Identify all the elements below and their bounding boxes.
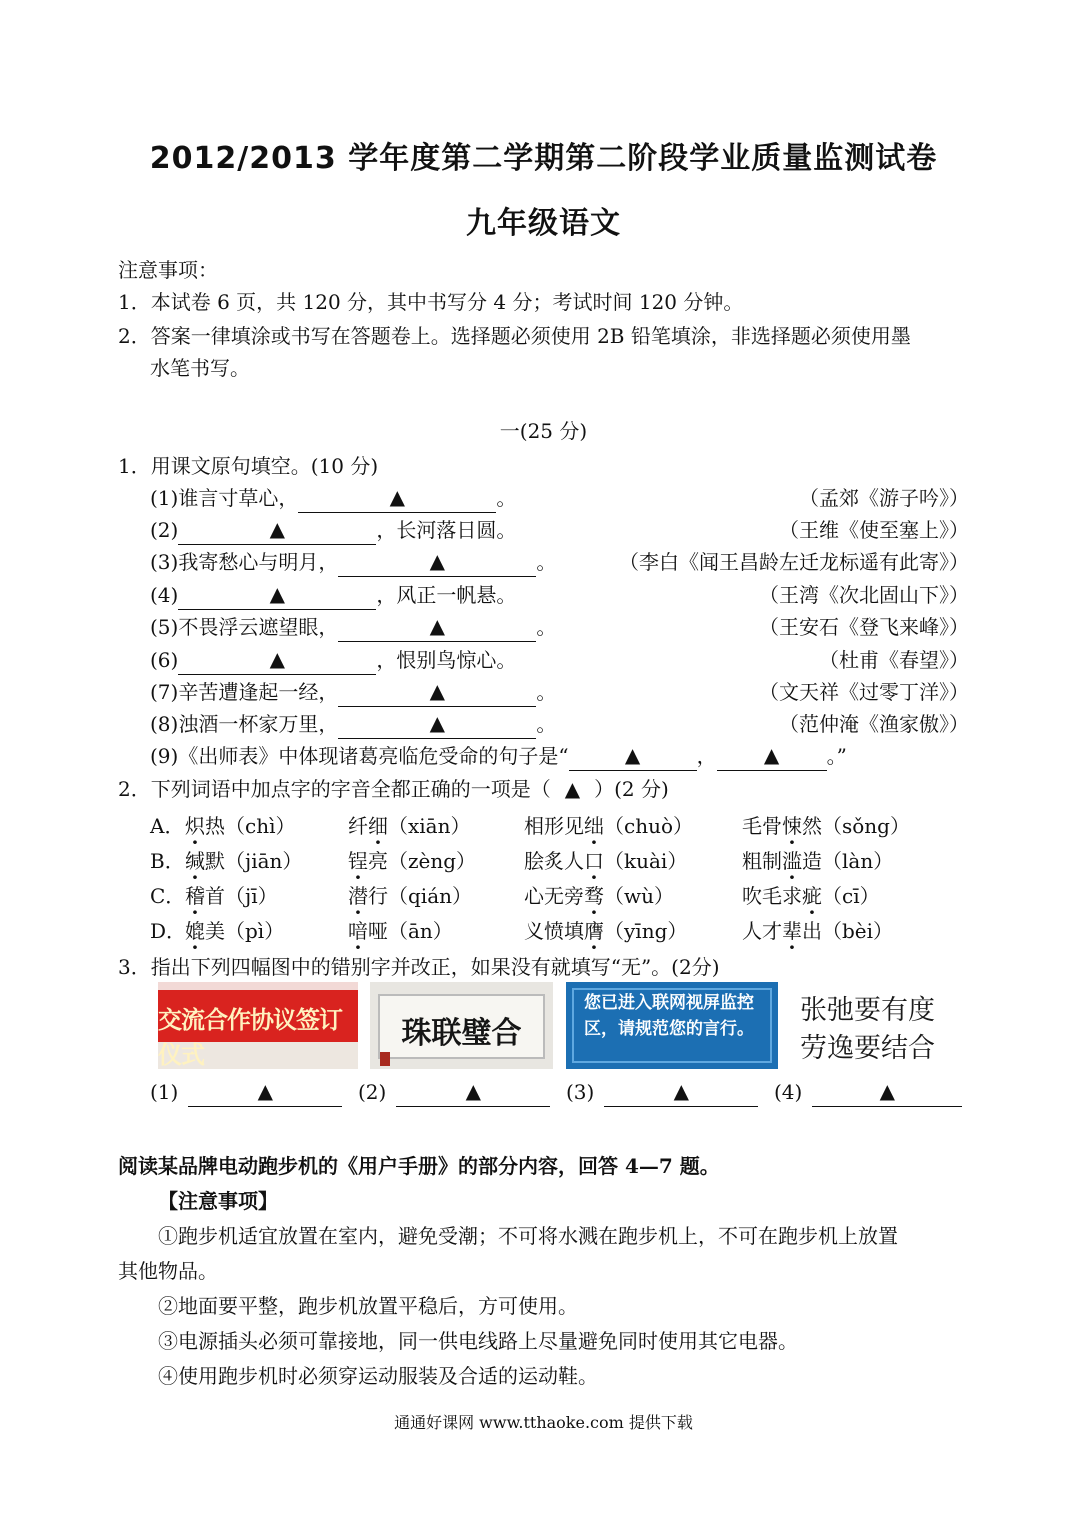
- word-dotted-char: 滥: [782, 849, 802, 873]
- word-pre: 义愤填: [524, 919, 584, 943]
- reading-item-1: ①跑步机适宜放置在室内，避免受潮；不可将水溅在跑步机上，不可在跑步机上放置: [158, 1224, 898, 1248]
- line-after: 。: [536, 712, 557, 736]
- word-post: （chuò）: [604, 814, 694, 838]
- q3-stem: 3．指出下列四幅图中的错别字并改正，如果没有就填写“无”。(2分): [118, 955, 720, 979]
- q3-answer-1: [150, 1080, 342, 1105]
- word-post: 造（làn）: [802, 849, 894, 873]
- q2-option-label[interactable]: C．: [150, 884, 186, 908]
- blank-marker: ▲: [673, 1079, 690, 1103]
- blank-marker: ▲: [465, 1079, 482, 1103]
- word-dotted-char: 绌: [584, 814, 604, 838]
- section-heading: 一(25 分): [499, 419, 588, 443]
- line-no: (4): [150, 583, 179, 607]
- line-after: ，恨别鸟惊心。: [376, 648, 517, 672]
- q3-answer-2: [358, 1080, 550, 1105]
- blank-marker: ▲: [389, 485, 406, 509]
- reading-item-4: ④使用跑步机时必须穿运动服装及合适的运动鞋。: [158, 1364, 598, 1388]
- line-after: 。: [536, 615, 557, 639]
- q2-stem-text: 2．下列词语中加点字的字音全都正确的一项是（: [118, 777, 551, 801]
- answer-blank[interactable]: [604, 1079, 758, 1107]
- image-text-4: [790, 982, 948, 1069]
- q2-option-label[interactable]: D．: [150, 919, 187, 943]
- notice-heading: 注意事项：: [118, 258, 218, 282]
- answer-no: (1): [150, 1080, 179, 1104]
- line-before: 我寄愁心与明月，: [178, 550, 339, 574]
- page-title: 2012/2013 学年度第二学期第二阶段学业质量监测试卷: [149, 141, 938, 176]
- answer-no: (2): [358, 1080, 387, 1104]
- line-text: 《出师表》中体现诸葛亮临危受命的句子是“: [178, 744, 569, 768]
- image-sign-3: [566, 982, 778, 1069]
- line-no: (6): [150, 648, 179, 672]
- word-dotted-char: 口: [584, 849, 604, 873]
- notice-item-2: 2．答案一律填涂或书写在答题卷上。选择题必须使用 2B 铅笔填涂，非选择题必须使用墨: [118, 324, 911, 348]
- q2-option-word: [348, 880, 472, 909]
- notice-item-1: 1．本试卷 6 页，共 120 分，其中书写分 4 分；考试时间 120 分钟。: [118, 290, 744, 314]
- q1-source-6: （杜甫《春望》）: [819, 648, 969, 672]
- q2-option-word: [524, 845, 687, 874]
- line-after: ，风正一帆悬。: [376, 583, 517, 607]
- word-pre: 相形见: [524, 814, 584, 838]
- blank-marker: ▲: [429, 711, 446, 735]
- line-after: 。: [536, 680, 557, 704]
- line-before: 辛苦遭逢起一经，: [178, 680, 339, 704]
- answer-blank[interactable]: [338, 549, 536, 577]
- line-after: ，长河落日圆。: [376, 518, 517, 542]
- word-dotted-char: 炽: [185, 814, 205, 838]
- word-pre: 毛骨: [742, 814, 782, 838]
- q2-option-word: [742, 810, 910, 839]
- answer-no: (3): [566, 1080, 595, 1104]
- blank-marker: ▲: [429, 614, 446, 638]
- word-pre: 纤: [348, 814, 368, 838]
- word-post: （kuài）: [604, 849, 688, 873]
- reading-heading: 【注意事项】: [158, 1189, 278, 1213]
- line-end: 。”: [826, 744, 847, 768]
- q1-source-5: （王安石《登飞来峰》）: [759, 615, 969, 639]
- line-no: (1): [150, 486, 179, 510]
- q2-option-word: [348, 810, 470, 839]
- line-no: (9): [150, 744, 179, 768]
- word-dotted-char: 膺: [584, 919, 604, 943]
- line-no: (3): [150, 550, 179, 574]
- word-pre: 粗制: [742, 849, 782, 873]
- q1-line-2: [150, 514, 516, 543]
- q3-answer-3: [566, 1080, 758, 1105]
- line-before: 不畏浮云遮望眼，: [178, 615, 339, 639]
- word-post: 出（bèi）: [802, 919, 894, 943]
- q2-option-word: [185, 845, 302, 874]
- word-pre: 人才: [742, 919, 782, 943]
- plaque-2-text: 珠联璧合: [401, 1016, 522, 1051]
- answer-blank[interactable]: [298, 485, 496, 513]
- q2-option-word: [742, 915, 893, 944]
- text-4-line-1: 张弛要有度: [800, 995, 935, 1026]
- text-4-line-2: 劳逸要结合: [800, 1033, 935, 1064]
- word-dotted-char: 细: [368, 814, 388, 838]
- q1-line-1: [150, 482, 516, 511]
- answer-blank[interactable]: [812, 1079, 962, 1107]
- reading-item-1-cont: 其他物品。: [118, 1259, 218, 1283]
- q1-source-8: （范仲淹《渔家傲》）: [779, 712, 969, 736]
- line-no: (7): [150, 680, 179, 704]
- q2-option-word: [524, 880, 674, 909]
- q2-option-word: [348, 915, 453, 944]
- answer-blank[interactable]: [338, 711, 536, 739]
- reading-item-3: ③电源插头必须可靠接地，同一供电线路上尽量避免同时使用其它电器。: [158, 1329, 798, 1353]
- word-post: （wù）: [604, 884, 674, 908]
- q1-source-7: （文天祥《过零丁洋》）: [759, 680, 969, 704]
- word-dotted-char: 喑: [348, 919, 368, 943]
- blank-marker: ▲: [763, 743, 780, 767]
- word-dotted-char: 媲: [185, 919, 205, 943]
- page-subtitle: 九年级语文: [466, 206, 621, 241]
- reading-item-2: ②地面要平整，跑步机放置平稳后，方可使用。: [158, 1294, 578, 1318]
- answer-blank[interactable]: [338, 679, 536, 707]
- word-post: 美（pì）: [205, 919, 285, 943]
- q1-line-8: [150, 708, 556, 737]
- answer-blank[interactable]: [178, 647, 376, 675]
- word-post: 然（sǒng）: [802, 814, 910, 838]
- notice-item-2-cont: 水笔书写。: [150, 356, 250, 380]
- blank-marker: ▲: [269, 517, 286, 541]
- blank-marker: ▲: [624, 743, 641, 767]
- q1-source-1: （孟郊《游子吟》）: [799, 486, 969, 510]
- banner-1-text: 交流合作协议签订仪式: [158, 1006, 342, 1069]
- q2-option-word: [185, 915, 284, 944]
- page-footer: 通通好课网 www.tthaoke.com 提供下载: [394, 1413, 693, 1432]
- blank-marker: ▲: [879, 1079, 896, 1103]
- line-after: 。: [496, 486, 517, 510]
- line-no: (8): [150, 712, 179, 736]
- q1-line-9: [150, 740, 847, 769]
- q2-option-label[interactable]: A．: [150, 814, 185, 838]
- line-before: 浊酒一杯家万里，: [178, 712, 339, 736]
- answer-blank[interactable]: [569, 743, 697, 771]
- q2-stem: [118, 773, 669, 802]
- word-pre: 脍炙人: [524, 849, 584, 873]
- word-post: 默（jiān）: [205, 849, 303, 873]
- word-dotted-char: 潜: [348, 884, 368, 908]
- q1-line-4: [150, 579, 516, 608]
- q2-marker: ▲: [564, 777, 581, 801]
- line-after: 。: [536, 550, 557, 574]
- answer-blank[interactable]: [338, 614, 536, 642]
- q1-source-2: （王维《使至塞上》）: [779, 518, 969, 542]
- word-pre: 心无旁: [524, 884, 584, 908]
- blank-marker: ▲: [269, 647, 286, 671]
- answer-no: (4): [774, 1080, 803, 1104]
- answer-blank[interactable]: [178, 582, 376, 610]
- word-pre: 吹毛求: [742, 884, 802, 908]
- q2-option-word: [742, 845, 893, 874]
- word-dotted-char: 稽: [185, 884, 205, 908]
- q2-option-word: [524, 915, 687, 944]
- q1-line-3: [150, 546, 556, 575]
- q2-option-label[interactable]: B．: [150, 849, 185, 873]
- image-banner-1: [158, 982, 358, 1069]
- word-post: （cī）: [822, 884, 880, 908]
- line-no: (2): [150, 518, 179, 542]
- word-dotted-char: 辈: [782, 919, 802, 943]
- answer-blank[interactable]: [396, 1079, 550, 1107]
- q1-line-6: [150, 644, 516, 673]
- blank-marker: ▲: [257, 1079, 274, 1103]
- word-dotted-char: 锃: [348, 849, 368, 873]
- q1-line-7: [150, 676, 556, 705]
- q1-line-5: [150, 611, 556, 640]
- answer-blank[interactable]: [717, 743, 827, 771]
- image-plaque-2: [370, 982, 553, 1069]
- word-post: 哑（ān）: [368, 919, 453, 943]
- q1-stem: 1．用课文原句填空。(10 分): [118, 454, 379, 478]
- q2-option-word: [185, 810, 295, 839]
- sign-3-text: 您已进入联网视屏监控区，请规范您的言行。: [584, 993, 754, 1039]
- word-post: 亮（zèng）: [368, 849, 477, 873]
- q1-source-3: （李白《闻王昌龄左迁龙标遥有此寄》）: [619, 550, 969, 574]
- blank-marker: ▲: [429, 679, 446, 703]
- q2-option-word: [185, 880, 278, 909]
- word-dotted-char: 缄: [185, 849, 205, 873]
- word-dotted-char: 悚: [782, 814, 802, 838]
- answer-blank[interactable]: [188, 1079, 342, 1107]
- word-dotted-char: 骛: [584, 884, 604, 908]
- line-mid: ，: [696, 744, 717, 768]
- word-post: 首（jī）: [205, 884, 278, 908]
- answer-blank[interactable]: [178, 517, 376, 545]
- word-post: （yīng）: [604, 919, 688, 943]
- q2-stem-end: ）(2 分): [594, 777, 669, 801]
- line-no: (5): [150, 615, 179, 639]
- q3-answer-4: [774, 1080, 962, 1105]
- word-post: 行（qián）: [368, 884, 473, 908]
- blank-marker: ▲: [429, 549, 446, 573]
- word-post: （xiān）: [388, 814, 471, 838]
- q1-source-4: （王湾《次北固山下》）: [759, 583, 969, 607]
- reading-intro: 阅读某品牌电动跑步机的《用户手册》的部分内容，回答 4—7 题。: [118, 1154, 720, 1178]
- line-before: 谁言寸草心，: [178, 486, 299, 510]
- word-post: 热（chì）: [205, 814, 296, 838]
- q2-option-word: [524, 810, 693, 839]
- word-dotted-char: 疵: [802, 884, 822, 908]
- blank-marker: ▲: [269, 582, 286, 606]
- q2-option-word: [348, 845, 476, 874]
- q2-option-word: [742, 880, 880, 909]
